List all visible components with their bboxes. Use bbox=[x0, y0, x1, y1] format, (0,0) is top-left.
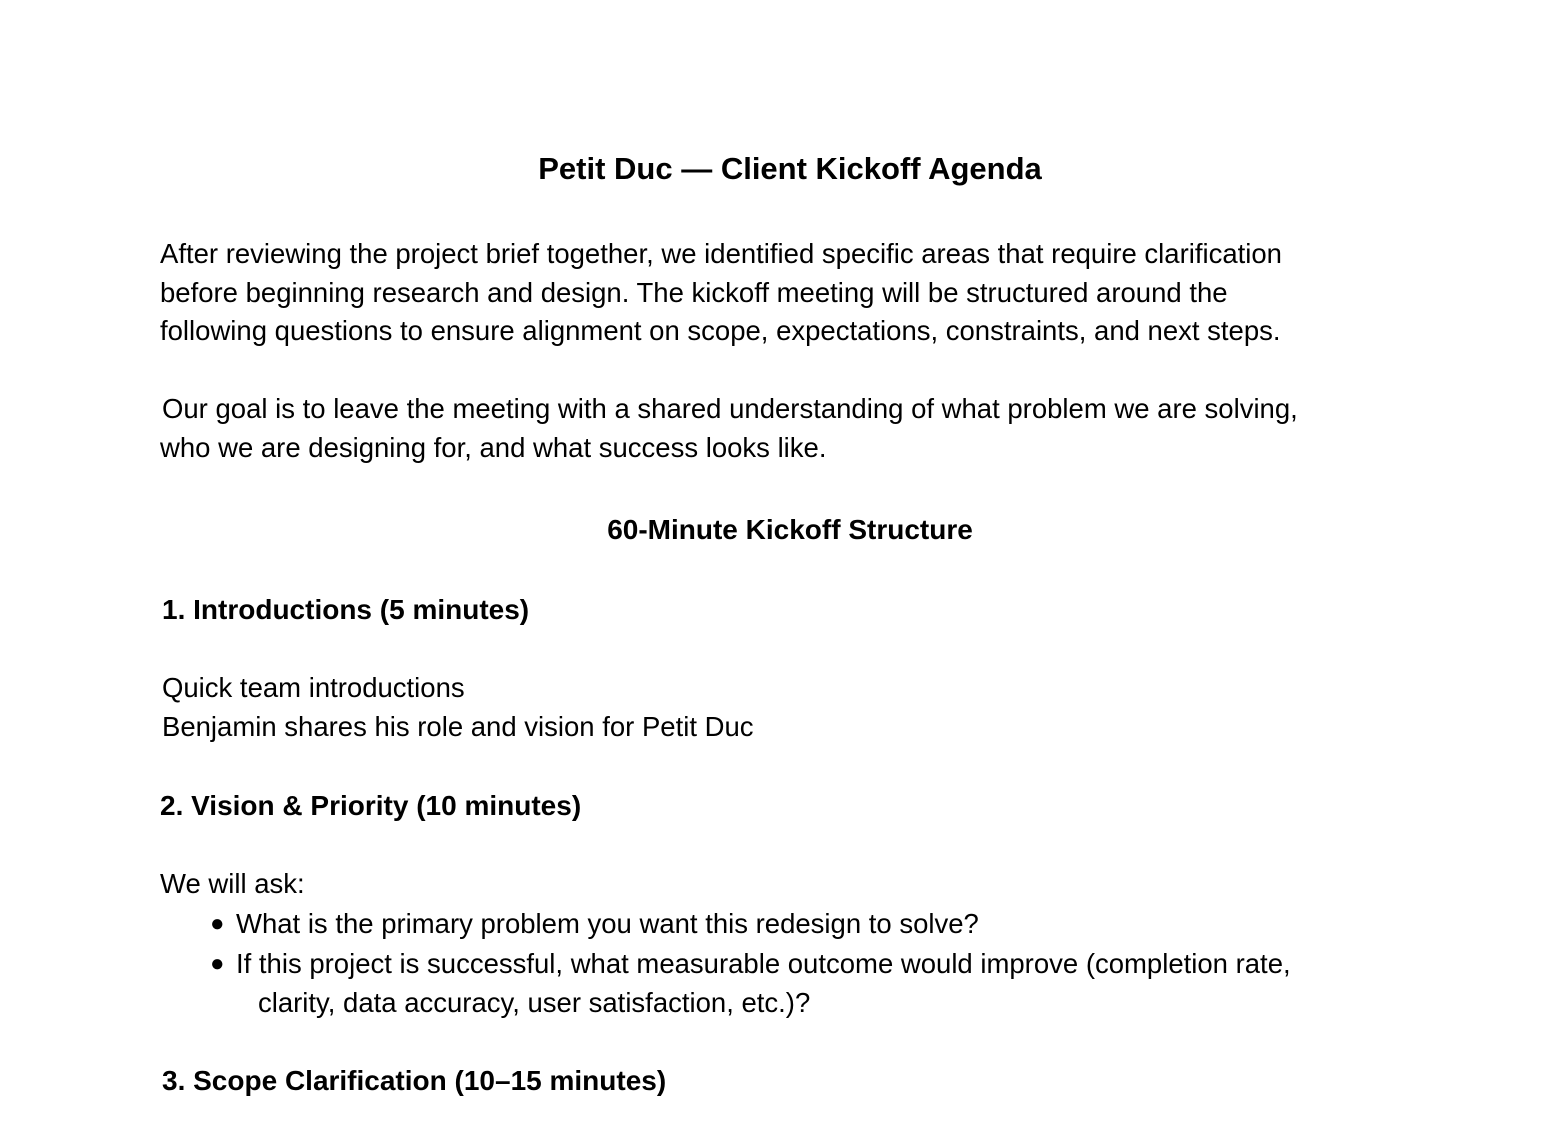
document-title: Petit Duc — Client Kickoff Agenda bbox=[538, 151, 1042, 186]
bullet-icon: ● bbox=[210, 949, 225, 977]
intro-line: following questions to ensure alignment on scope, expectations, constraints, and next steps. bbox=[160, 315, 1281, 346]
introductions-item: Benjamin shares his role and vision for Petit Duc bbox=[162, 711, 754, 742]
introductions-item: Quick team introductions bbox=[162, 672, 465, 703]
bullet-icon: ● bbox=[210, 910, 225, 937]
intro-paragraph bbox=[160, 235, 1400, 351]
list-item bbox=[210, 944, 1291, 1023]
section-heading-scope-clarification: 3. Scope Clarification (10–15 minutes) bbox=[162, 1065, 667, 1096]
goal-paragraph bbox=[162, 390, 1402, 467]
intro-line: After reviewing the project brief together, we identified specific areas that require clarification bbox=[160, 238, 1282, 269]
vision-question-list bbox=[210, 904, 1291, 1023]
vision-lead-text: We will ask: bbox=[160, 868, 305, 899]
section-heading-introductions: 1. Introductions (5 minutes) bbox=[162, 594, 530, 625]
intro-line: before beginning research and design. The kickoff meeting will be structured around the bbox=[160, 276, 1228, 308]
list-item-text: What is the primary problem you want this redesign to solve? bbox=[236, 908, 979, 939]
section-heading-vision-priority: 2. Vision & Priority (10 minutes) bbox=[160, 790, 582, 821]
list-item bbox=[210, 904, 1291, 944]
list-item-continuation: clarity, data accuracy, user satisfaction, etc.)? bbox=[258, 987, 811, 1018]
goal-line: Our goal is to leave the meeting with a shared understanding of what problem we are solving, bbox=[162, 393, 1298, 424]
structure-heading: 60-Minute Kickoff Structure bbox=[607, 514, 973, 545]
list-item-text: If this project is successful, what measurable outcome would improve (completion rate, bbox=[236, 947, 1291, 979]
goal-line: who we are designing for, and what success looks like. bbox=[160, 431, 827, 463]
